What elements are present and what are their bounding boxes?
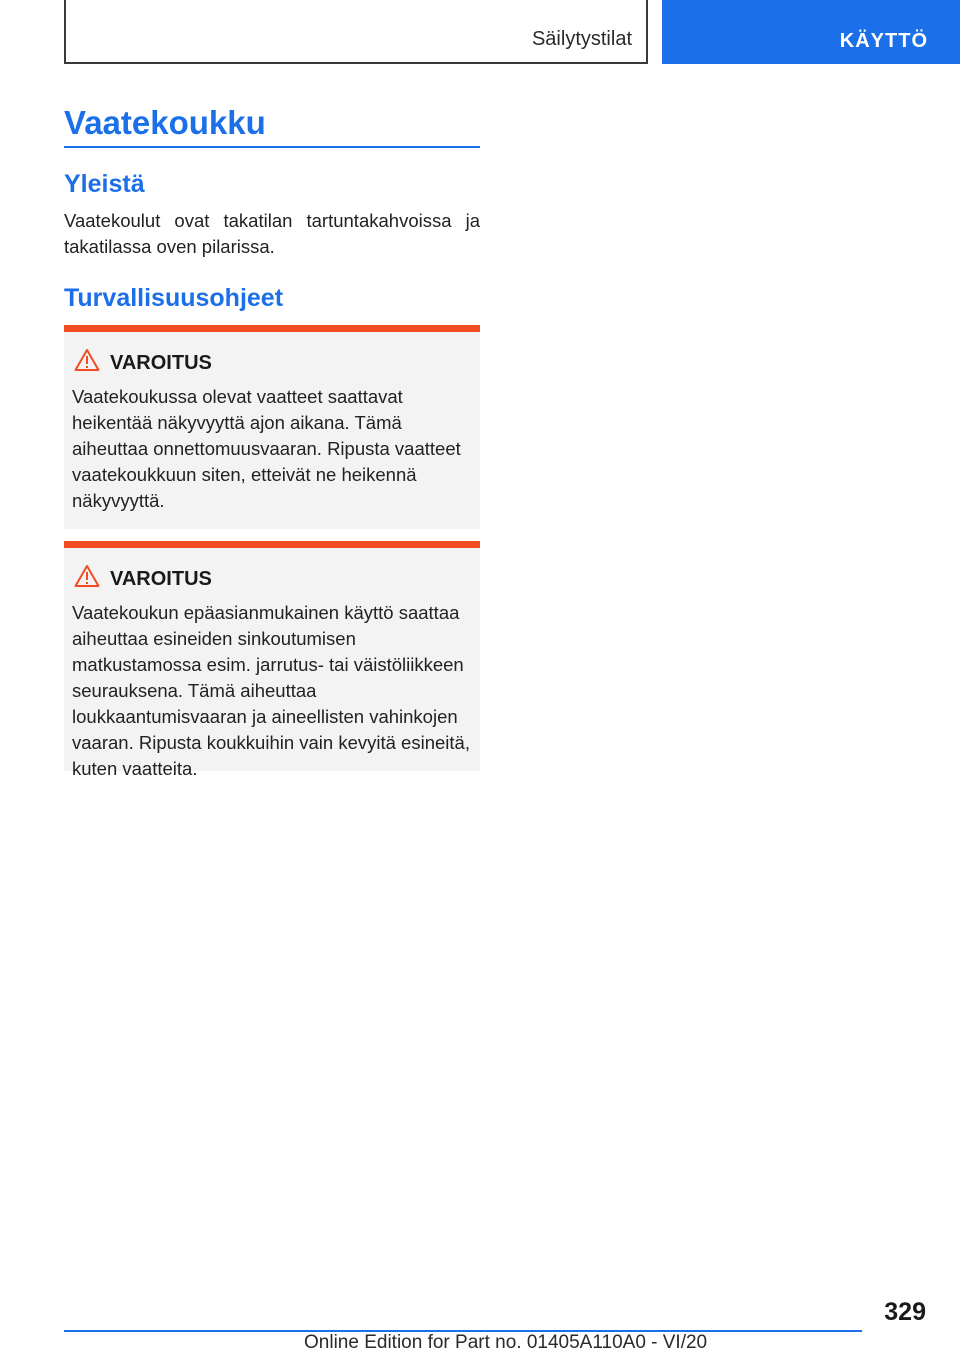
warning-box (64, 325, 480, 529)
warning-triangle-icon (74, 348, 100, 372)
warning-label: VAROITUS (110, 568, 212, 590)
warning-text: Vaatekoukussa olevat vaatteet saattavat heikentää näkyvyyttä ajon aikana. Tämä aiheuttaa onnettomuusvaaran. Ripusta vaatteet vaatekoukkuun siten, etteivät ne heikennä näkyvyyttä. (72, 386, 461, 511)
footer-edition: Online Edition for Part no. 01405A110A0 - VI/20 (304, 1332, 708, 1353)
warning-header (64, 332, 480, 372)
header-chapter-tab (662, 0, 960, 64)
page-number: 329 (884, 1298, 926, 1326)
section-text-general: Vaatekoulut ovat takatilan tartuntakahvoissa ja takatilassa oven pilarissa. (64, 210, 480, 257)
warning-label: VAROITUS (110, 352, 212, 374)
section-heading-safety: Turvallisuusohjeet (64, 284, 284, 312)
header-chapter-title: KÄYTTÖ (839, 30, 928, 52)
header-section-title: Säilytystilat (531, 28, 632, 50)
warning-triangle-icon (74, 564, 100, 588)
title-divider (64, 146, 480, 148)
header-section-tab (64, 0, 648, 64)
section-heading-general: Yleistä (64, 170, 145, 198)
warning-text: Vaatekoukun epäasianmukainen käyttö saattaa aiheuttaa esineiden sinkoutumisen matkustamossa esim. jarrutus- tai väistöliikkeen seurauksena. Tämä aiheuttaa loukkaantumisvaaran ja aineellisten vahinkojen vaaran. Ripusta koukkuihin vain kevyitä esineitä, kuten vaatteita. (72, 602, 470, 779)
warning-header (64, 548, 480, 588)
warning-box (64, 541, 480, 779)
page-title: Vaatekoukku (64, 104, 266, 141)
